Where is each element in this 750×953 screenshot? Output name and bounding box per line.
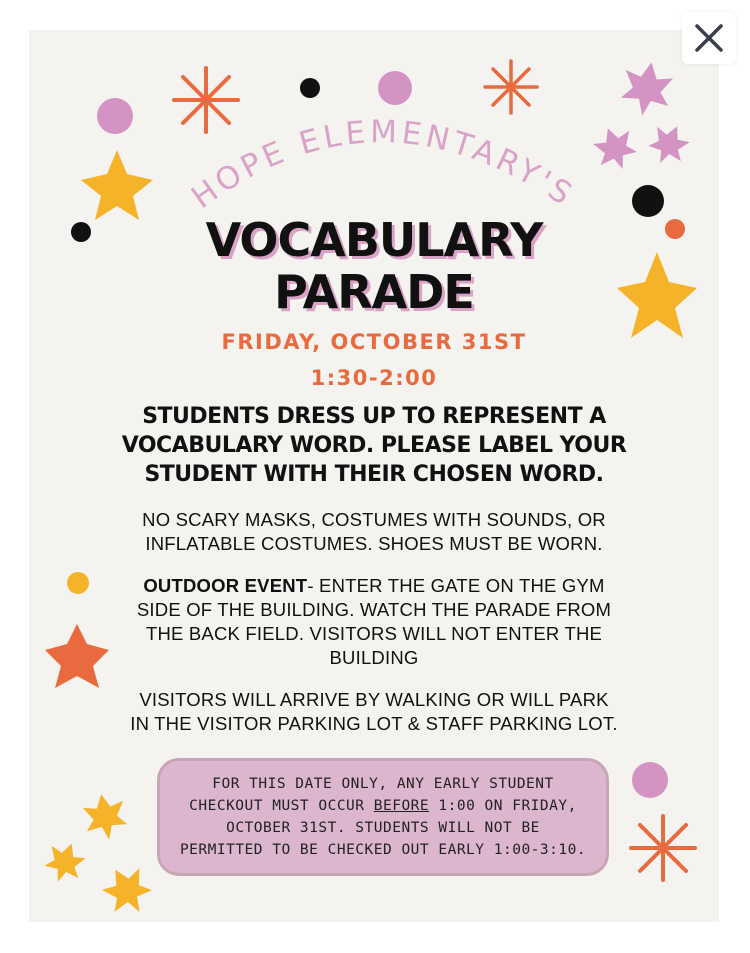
rules-line: INFLATABLE COSTUMES. SHOES MUST BE WORN. [145,533,603,554]
outdoor-line-rest: - ENTER THE GATE ON THE GYM [307,575,605,596]
svg-text:HOPE ELEMENTARY'S [185,114,581,216]
leaf-icon [81,791,129,843]
flyer [29,30,719,922]
title-line-1: VOCABULARY [205,213,543,267]
visitors-line: IN THE VISITOR PARKING LOT & STAFF PARKING LOT. [130,713,618,734]
close-icon [693,22,725,54]
outdoor-line: BUILDING [329,647,419,668]
lead-line: STUDENT WITH THEIR CHOSEN WORD. [144,462,604,487]
costume-rules [29,508,719,556]
lead-line: VOCABULARY WORD. PLEASE LABEL YOUR [121,433,627,458]
lead-line: STUDENTS DRESS UP TO REPRESENT A [142,404,606,429]
rules-line: NO SCARY MASKS, COSTUMES WITH SOUNDS, OR [142,509,606,530]
notice-line: PERMITTED TO BE CHECKED OUT EARLY 1:00-3:10. [179,842,587,858]
notice-emphasis: BEFORE [373,798,430,814]
notice-line-part: 1:00 ON FRIDAY, [429,798,577,814]
notice-line [163,795,603,817]
lead-paragraph [29,402,719,489]
burst-icon [631,816,695,880]
close-button[interactable] [682,12,736,64]
notice-line: OCTOBER 31ST. STUDENTS WILL NOT BE [226,820,540,836]
visitors-paragraph [29,688,719,736]
event-date-block [29,330,719,390]
outdoor-event-paragraph [29,574,719,670]
visitors-line: VISITORS WILL ARRIVE BY WALKING OR WILL PARK [139,689,609,710]
page-title [29,214,719,318]
outdoor-line: SIDE OF THE BUILDING. WATCH THE PARADE FROM [136,599,612,620]
leaf-icon [41,838,89,888]
title-line-2: PARADE [274,265,474,319]
notice-line: FOR THIS DATE ONLY, ANY EARLY STUDENT [212,776,554,792]
pink-dot-icon [632,762,668,798]
event-time: 1:30-2:00 [310,366,438,390]
leaf-icon [97,859,159,922]
school-name: HOPE ELEMENTARY'S [185,114,582,216]
outdoor-line: THE BACK FIELD. VISITORS WILL NOT ENTER THE [145,623,603,644]
event-date: FRIDAY, OCTOBER 31ST [221,330,527,354]
outdoor-label: OUTDOOR EVENT [143,575,308,596]
notice-line-part: CHECKOUT MUST OCCUR [189,798,374,814]
outdoor-line [29,574,719,598]
early-checkout-notice [157,758,609,876]
